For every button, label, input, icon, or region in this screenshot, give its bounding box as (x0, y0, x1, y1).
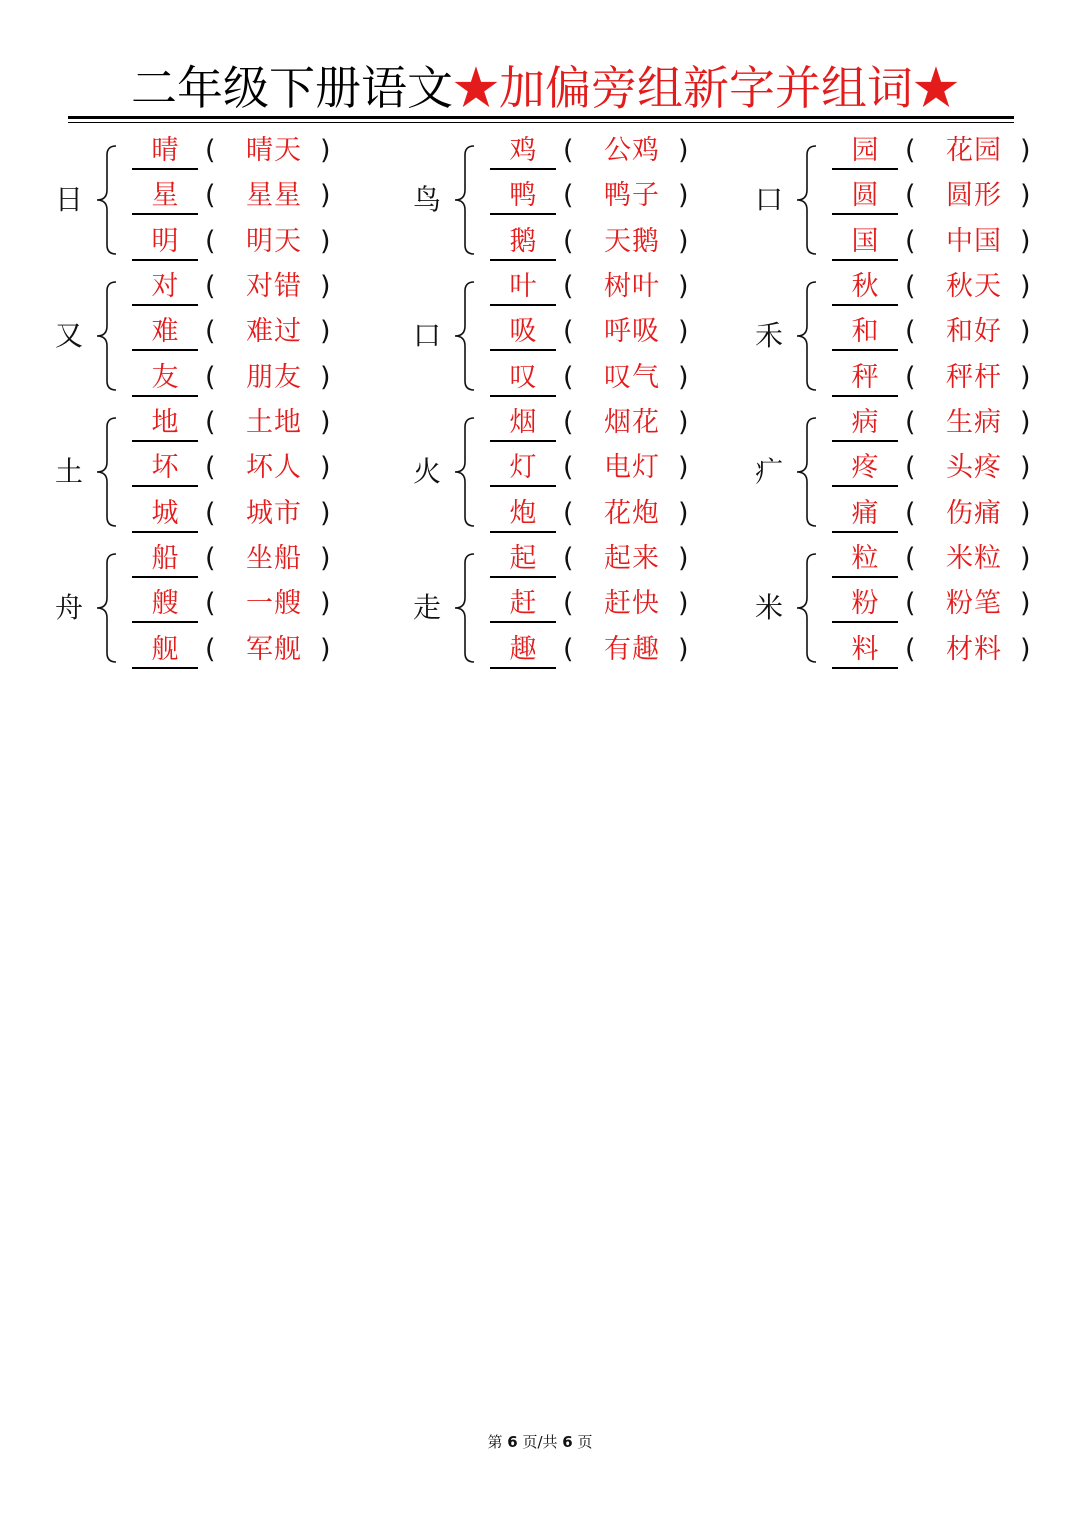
left-paren: ( (905, 407, 916, 438)
left-paren: ( (205, 634, 216, 665)
left-paren: ( (905, 498, 916, 529)
radical-group (52, 270, 352, 402)
new-character-blank: 友 (132, 361, 198, 397)
new-character-blank: 赶 (490, 587, 556, 623)
left-paren: ( (563, 271, 574, 302)
new-character-blank: 圆 (832, 179, 898, 215)
radical-label: 口 (412, 319, 441, 352)
right-paren: ) (678, 271, 689, 302)
title-rule-thick (68, 116, 1014, 119)
radical-group (410, 542, 710, 674)
left-paren: ( (563, 498, 574, 529)
new-character-blank: 趣 (490, 633, 556, 669)
right-paren: ) (678, 588, 689, 619)
left-paren: ( (563, 180, 574, 211)
radical-group (410, 134, 710, 266)
right-paren: ) (678, 543, 689, 574)
new-character-blank: 城 (132, 497, 198, 533)
right-paren: ) (678, 362, 689, 393)
word-answer: 秤杆 (946, 362, 1002, 393)
word-answer: 生病 (946, 407, 1002, 438)
footer-suffix: 页 (572, 1433, 593, 1451)
new-character-blank: 粒 (832, 542, 898, 578)
radical-label: 走 (412, 591, 441, 624)
new-character-blank: 对 (132, 270, 198, 306)
radical-group (752, 542, 1052, 674)
answer-row (752, 225, 1052, 263)
answer-row (410, 361, 710, 399)
right-paren: ) (678, 498, 689, 529)
radical-group (410, 270, 710, 402)
word-answer: 鸭子 (604, 180, 660, 211)
page-footer (0, 1431, 1080, 1452)
right-paren: ) (320, 271, 331, 302)
left-paren: ( (205, 135, 216, 166)
new-character-blank: 病 (832, 406, 898, 442)
word-answer: 星星 (246, 180, 302, 211)
answer-row (52, 633, 352, 671)
right-paren: ) (320, 634, 331, 665)
word-answer: 中国 (946, 226, 1002, 257)
title-red-part: ★加偏旁组新字并组词★ (453, 61, 959, 115)
new-character-blank: 灯 (490, 451, 556, 487)
new-character-blank: 烟 (490, 406, 556, 442)
answer-row (752, 451, 1052, 489)
word-answer: 花园 (946, 135, 1002, 166)
title-black-part: 二年级下册语文 (131, 61, 453, 115)
radical-label: 又 (54, 319, 83, 352)
radical-label: 疒 (754, 455, 783, 488)
answer-row (752, 497, 1052, 535)
radical-group (752, 406, 1052, 538)
new-character-blank: 船 (132, 542, 198, 578)
answer-row (752, 587, 1052, 625)
radical-group (410, 406, 710, 538)
left-paren: ( (205, 588, 216, 619)
right-paren: ) (1020, 498, 1031, 529)
right-paren: ) (320, 362, 331, 393)
radical-group (52, 134, 352, 266)
word-answer: 土地 (246, 407, 302, 438)
word-answer: 粉笔 (946, 588, 1002, 619)
radical-label: 舟 (54, 591, 83, 624)
word-answer: 一艘 (246, 588, 302, 619)
new-character-blank: 秋 (832, 270, 898, 306)
new-character-blank: 难 (132, 315, 198, 351)
right-paren: ) (678, 180, 689, 211)
right-paren: ) (320, 316, 331, 347)
new-character-blank: 晴 (132, 134, 198, 170)
word-answer: 呼吸 (604, 316, 660, 347)
new-character-blank: 园 (832, 134, 898, 170)
new-character-blank: 星 (132, 179, 198, 215)
answer-row (752, 179, 1052, 217)
new-character-blank: 和 (832, 315, 898, 351)
right-paren: ) (1020, 588, 1031, 619)
left-paren: ( (563, 634, 574, 665)
word-answer: 军舰 (246, 634, 302, 665)
radical-label: 米 (754, 591, 783, 624)
right-paren: ) (320, 588, 331, 619)
right-paren: ) (320, 180, 331, 211)
radical-label: 火 (412, 455, 441, 488)
left-paren: ( (905, 588, 916, 619)
radical-label: 鸟 (412, 183, 441, 216)
word-answer: 头疼 (946, 452, 1002, 483)
left-paren: ( (205, 316, 216, 347)
right-paren: ) (678, 452, 689, 483)
new-character-blank: 叶 (490, 270, 556, 306)
left-paren: ( (905, 180, 916, 211)
right-paren: ) (678, 407, 689, 438)
new-character-blank: 吸 (490, 315, 556, 351)
answer-row (410, 633, 710, 671)
right-paren: ) (1020, 362, 1031, 393)
right-paren: ) (678, 135, 689, 166)
word-answer: 坐船 (246, 543, 302, 574)
right-paren: ) (1020, 226, 1031, 257)
left-paren: ( (905, 316, 916, 347)
word-answer: 起来 (604, 543, 660, 574)
page-title (70, 58, 1020, 118)
new-character-blank: 叹 (490, 361, 556, 397)
left-paren: ( (205, 180, 216, 211)
left-paren: ( (205, 498, 216, 529)
left-paren: ( (905, 271, 916, 302)
new-character-blank: 国 (832, 225, 898, 261)
answer-row (410, 179, 710, 217)
left-paren: ( (905, 634, 916, 665)
word-answer: 材料 (946, 634, 1002, 665)
right-paren: ) (320, 452, 331, 483)
new-character-blank: 鸡 (490, 134, 556, 170)
word-answer: 叹气 (604, 362, 660, 393)
right-paren: ) (320, 407, 331, 438)
word-answer: 难过 (246, 316, 302, 347)
left-paren: ( (563, 407, 574, 438)
new-character-blank: 舰 (132, 633, 198, 669)
right-paren: ) (1020, 316, 1031, 347)
left-paren: ( (563, 543, 574, 574)
right-paren: ) (678, 316, 689, 347)
left-paren: ( (905, 543, 916, 574)
right-paren: ) (1020, 407, 1031, 438)
right-paren: ) (1020, 452, 1031, 483)
answer-row (52, 451, 352, 489)
left-paren: ( (205, 407, 216, 438)
word-answer: 赶快 (604, 588, 660, 619)
left-paren: ( (205, 271, 216, 302)
word-answer: 城市 (246, 498, 302, 529)
answer-row (752, 542, 1052, 580)
word-answer: 米粒 (946, 543, 1002, 574)
answer-row (752, 361, 1052, 399)
answer-row (752, 270, 1052, 308)
word-answer: 对错 (246, 271, 302, 302)
answer-row (52, 225, 352, 263)
radical-label: 日 (54, 183, 83, 216)
word-answer: 圆形 (946, 180, 1002, 211)
right-paren: ) (1020, 634, 1031, 665)
answer-row (752, 134, 1052, 172)
word-answer: 有趣 (604, 634, 660, 665)
right-paren: ) (1020, 135, 1031, 166)
new-character-blank: 疼 (832, 451, 898, 487)
radical-group (52, 406, 352, 538)
word-answer: 明天 (246, 226, 302, 257)
word-answer: 天鹅 (604, 226, 660, 257)
left-paren: ( (205, 543, 216, 574)
word-answer: 和好 (946, 316, 1002, 347)
right-paren: ) (1020, 180, 1031, 211)
left-paren: ( (563, 316, 574, 347)
new-character-blank: 炮 (490, 497, 556, 533)
answer-row (52, 542, 352, 580)
radical-label: 土 (54, 455, 83, 488)
answer-row (410, 270, 710, 308)
right-paren: ) (320, 498, 331, 529)
left-paren: ( (563, 452, 574, 483)
new-character-blank: 料 (832, 633, 898, 669)
right-paren: ) (320, 226, 331, 257)
left-paren: ( (205, 226, 216, 257)
right-paren: ) (678, 634, 689, 665)
right-paren: ) (678, 226, 689, 257)
answer-row (410, 497, 710, 535)
new-character-blank: 秤 (832, 361, 898, 397)
answer-row (752, 406, 1052, 444)
new-character-blank: 坏 (132, 451, 198, 487)
answer-row (752, 315, 1052, 353)
footer-middle: 页/共 (517, 1433, 563, 1451)
new-character-blank: 粉 (832, 587, 898, 623)
new-character-blank: 痛 (832, 497, 898, 533)
answer-row (410, 542, 710, 580)
word-answer: 公鸡 (604, 135, 660, 166)
radical-group (752, 134, 1052, 266)
left-paren: ( (905, 135, 916, 166)
word-answer: 秋天 (946, 271, 1002, 302)
left-paren: ( (905, 362, 916, 393)
answer-row (410, 315, 710, 353)
answer-row (52, 270, 352, 308)
answer-row (752, 633, 1052, 671)
left-paren: ( (205, 452, 216, 483)
left-paren: ( (905, 226, 916, 257)
right-paren: ) (1020, 271, 1031, 302)
answer-row (410, 587, 710, 625)
word-answer: 花炮 (604, 498, 660, 529)
new-character-blank: 起 (490, 542, 556, 578)
answer-row (410, 406, 710, 444)
word-answer: 树叶 (604, 271, 660, 302)
footer-total-pages: 6 (562, 1433, 573, 1451)
left-paren: ( (205, 362, 216, 393)
answer-row (52, 179, 352, 217)
answer-row (410, 225, 710, 263)
radical-group (52, 542, 352, 674)
new-character-blank: 地 (132, 406, 198, 442)
answer-row (52, 406, 352, 444)
answer-row (410, 134, 710, 172)
word-answer: 坏人 (246, 452, 302, 483)
left-paren: ( (563, 588, 574, 619)
radical-label: 禾 (754, 319, 783, 352)
title-rule-thin (68, 122, 1014, 123)
answer-row (52, 361, 352, 399)
answer-row (52, 497, 352, 535)
answer-row (410, 451, 710, 489)
left-paren: ( (563, 226, 574, 257)
right-paren: ) (1020, 543, 1031, 574)
word-answer: 晴天 (246, 135, 302, 166)
footer-prefix: 第 (487, 1433, 508, 1451)
left-paren: ( (563, 362, 574, 393)
new-character-blank: 明 (132, 225, 198, 261)
answer-row (52, 587, 352, 625)
radical-label: 口 (754, 183, 783, 216)
footer-page-number: 6 (507, 1433, 518, 1451)
answer-row (52, 315, 352, 353)
right-paren: ) (320, 135, 331, 166)
new-character-blank: 鸭 (490, 179, 556, 215)
new-character-blank: 鹅 (490, 225, 556, 261)
word-answer: 朋友 (246, 362, 302, 393)
left-paren: ( (905, 452, 916, 483)
word-answer: 电灯 (604, 452, 660, 483)
right-paren: ) (320, 543, 331, 574)
word-answer: 伤痛 (946, 498, 1002, 529)
new-character-blank: 艘 (132, 587, 198, 623)
word-answer: 烟花 (604, 407, 660, 438)
radical-group (752, 270, 1052, 402)
answer-row (52, 134, 352, 172)
left-paren: ( (563, 135, 574, 166)
